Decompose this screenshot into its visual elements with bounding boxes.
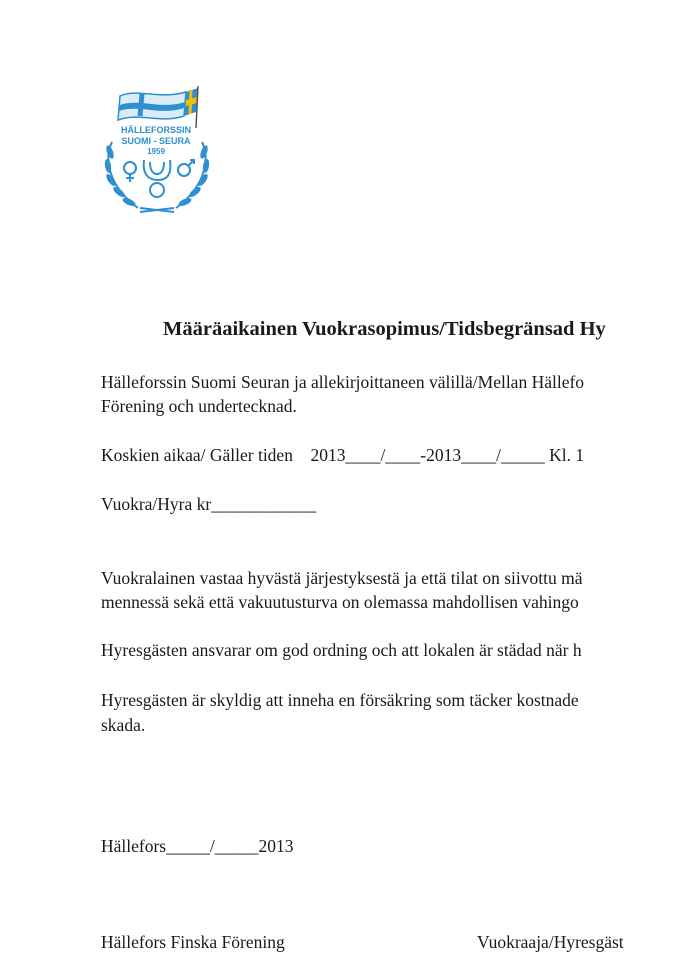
flag-icon	[118, 86, 198, 128]
swedish-terms-line: Hyresgästen ansvarar om god ordning och att lokalen är städad när h	[101, 640, 582, 660]
sport-symbols-icon	[124, 160, 194, 197]
rent-amount-line: Vuokra/Hyra kr____________	[101, 494, 317, 514]
insurance-line-1: Hyresgästen är skyldig att inneha en försäkring som täcker kostnade	[101, 690, 579, 710]
document-title: Määräaikainen Vuokrasopimus/Tidsbegränsad Hy	[163, 318, 606, 340]
insurance-line-2: skada.	[101, 715, 146, 735]
parties-line-2: Förening och undertecknad.	[101, 396, 297, 416]
signature-landlord: Hällefors Finska Förening	[101, 932, 285, 952]
signature-tenant: Vuokraaja/Hyresgäst	[477, 932, 624, 952]
logo-text-line2: SUOMI - SEURA	[121, 136, 191, 146]
parties-line-1: Hälleforssin Suomi Seuran ja allekirjoittaneen välillä/Mellan Hällefo	[101, 372, 585, 392]
rental-period-line: Koskien aikaa/ Gäller tiden 2013____/____-2013____/_____ Kl. 1	[101, 445, 585, 465]
club-logo	[98, 86, 218, 218]
place-date-line: Hällefors_____/_____2013	[101, 836, 294, 856]
finnish-terms-line-2: mennessä sekä että vakuutusturva on olemassa mahdollisen vahingo	[101, 592, 579, 612]
logo-text-line1: HÄLLEFORSSIN	[120, 125, 192, 135]
logo-year: 1959	[147, 147, 165, 156]
finnish-terms-line-1: Vuokralainen vastaa hyvästä järjestyksestä ja että tilat on siivottu mä	[101, 568, 583, 588]
